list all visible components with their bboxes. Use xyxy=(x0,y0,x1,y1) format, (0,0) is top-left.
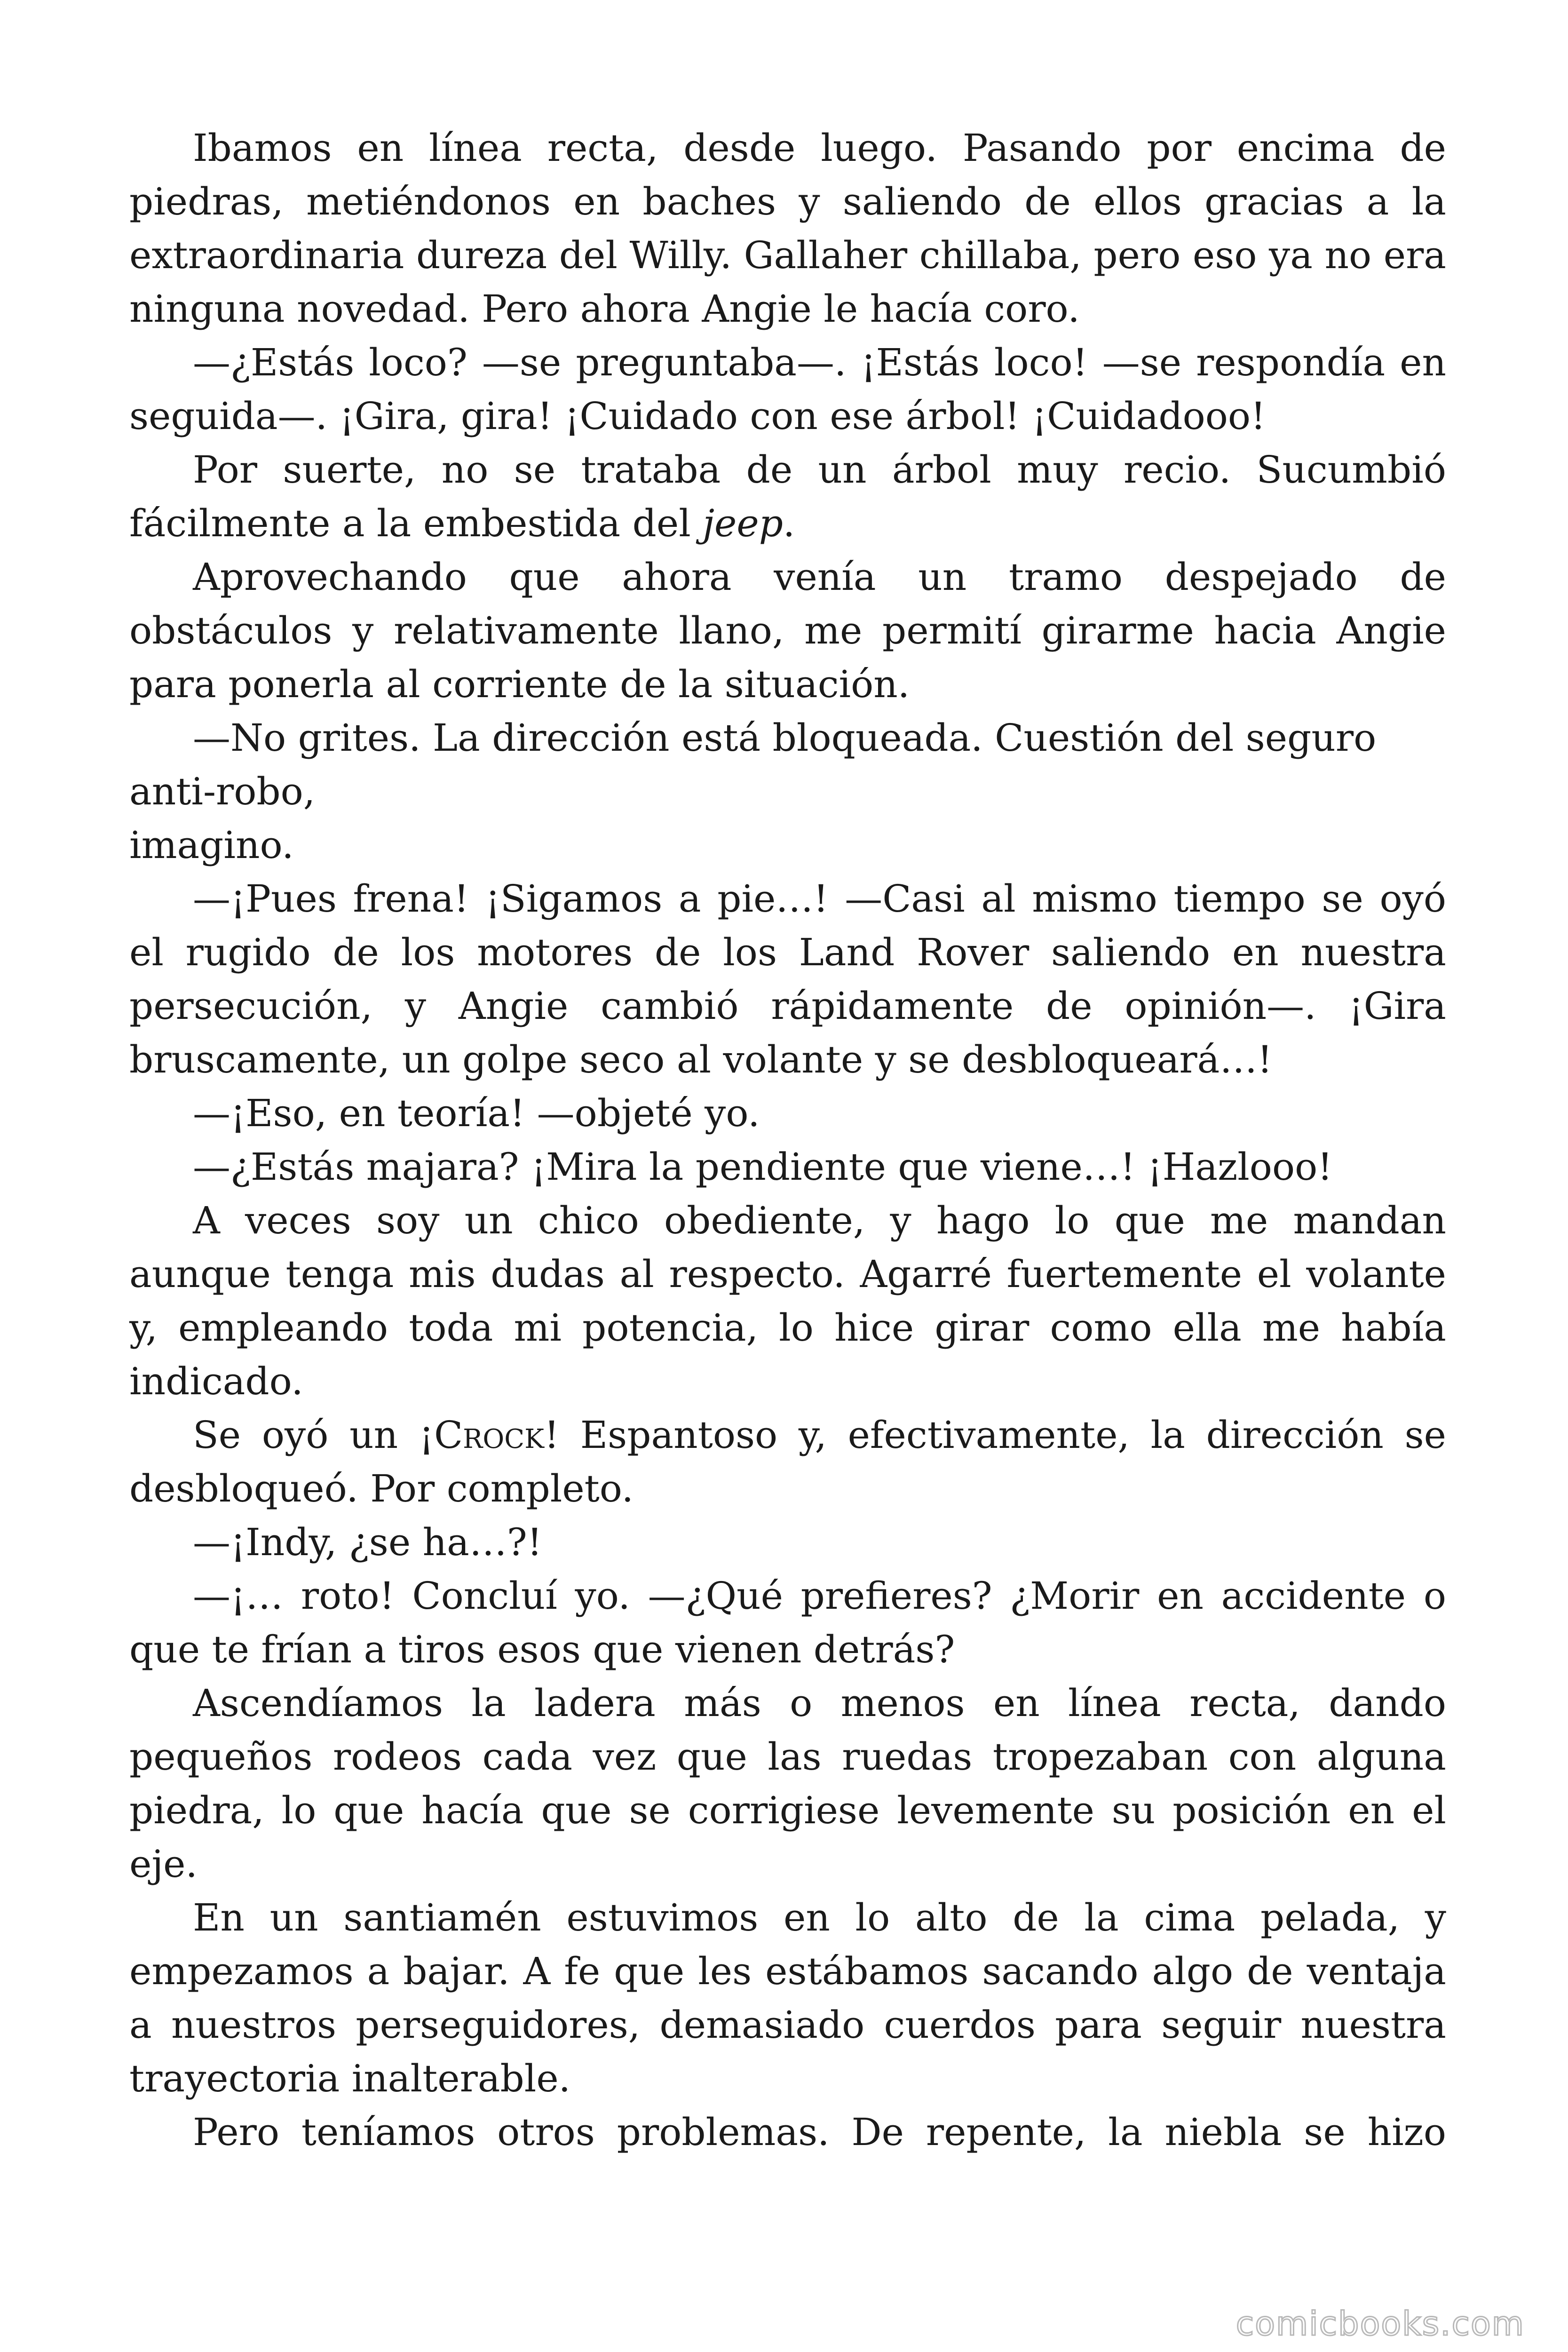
body-text xyxy=(129,121,1446,2159)
text-run: —¡Indy, ¿se ha…?! xyxy=(193,1520,542,1564)
text-run: anti-robo, xyxy=(129,770,316,813)
paragraph xyxy=(129,2106,1446,2159)
text-run: A veces soy un chico obediente, y hago lo que me mandan aunque tenga mis dudas al respecto. Agarré fuertemente el volante y, empleando toda mi potencia, lo hice girar como ella me había indicado. xyxy=(129,1199,1446,1403)
text-run: . xyxy=(783,501,795,545)
watermark: comicbooks.com xyxy=(1235,2304,1525,2343)
text-run: En un santiamén estuvimos en lo alto de la cima pelada, y empezamos a bajar. A fe que les estábamos sacando algo de ventaja a nuestros perseguidores, demasiado cuerdos para seguir nuestra trayectoria inalterable. xyxy=(129,1896,1446,2100)
text-run: —No grites. La dirección está bloqueada. Cuestión del seguro xyxy=(193,716,1377,760)
text-run: —¡… roto! Concluí yo. —¿Qué prefieres? ¿Morir en accidente o que te frían a tiros esos que vienen detrás? xyxy=(129,1574,1446,1671)
paragraph xyxy=(129,1891,1446,2106)
text-run: —¿Estás majara? ¡Mira la pendiente que viene…! ¡Hazlooo! xyxy=(193,1145,1333,1189)
paragraph xyxy=(129,550,1446,711)
text-run: —¡Pues frena! ¡Sigamos a pie…! —Casi al mismo tiempo se oyó el rugido de los motores de los Land Rover saliendo en nuestra persecución, y Angie cambió rápidamente de opinión—. ¡Gira bruscamente, un golpe seco al volante y se desbloqueará…! xyxy=(129,877,1446,1081)
paragraph xyxy=(129,1569,1446,1677)
paragraph xyxy=(129,1194,1446,1408)
text-run: Ascendíamos la ladera más o menos en línea recta, dando pequeños rodeos cada vez que las ruedas tropezaban con alguna piedra, lo que hacía que se corrigiese levemente su posición en el eje. xyxy=(129,1681,1446,1886)
paragraph xyxy=(129,711,1446,765)
paragraph xyxy=(129,443,1446,550)
text-run: Aprovechando que ahora venía un tramo despejado de obstáculos y relativamente llano, me permití girarme hacia Angie para ponerla al corriente de la situación. xyxy=(129,555,1446,706)
smallcaps-text: Crock xyxy=(434,1413,544,1457)
text-run: Se oyó un ¡ xyxy=(193,1413,434,1457)
paragraph xyxy=(129,1087,1446,1140)
paragraph xyxy=(129,1677,1446,1891)
paragraph xyxy=(129,765,1446,818)
paragraph xyxy=(129,872,1446,1087)
paragraph xyxy=(129,121,1446,336)
paragraph xyxy=(129,1140,1446,1194)
text-run: —¡Eso, en teoría! —objeté yo. xyxy=(193,1091,760,1135)
text-run: Por suerte, no se trataba de un árbol muy recio. Sucumbió fácilmente a la embestida del xyxy=(129,448,1446,545)
text-run: —¿Estás loco? —se preguntaba—. ¡Estás loco! —se respondía en seguida—. ¡Gira, gira! ¡Cuidado con ese árbol! ¡Cuidadooo! xyxy=(129,341,1446,438)
text-run: ! Espantoso y, efectivamente, la dirección se desbloqueó. Por completo. xyxy=(129,1413,1447,1510)
italic-text: jeep xyxy=(703,501,783,545)
text-run: imagino. xyxy=(129,823,294,867)
paragraph xyxy=(129,818,1446,872)
paragraph xyxy=(129,1516,1446,1569)
text-run: Pero teníamos otros problemas. De repente, la niebla se hizo xyxy=(193,2110,1446,2154)
paragraph xyxy=(129,1408,1446,1516)
paragraph xyxy=(129,336,1446,443)
text-run: Ibamos en línea recta, desde luego. Pasando por encima de piedras, metiéndonos en baches y saliendo de ellos gracias a la extraordinaria dureza del Willy. Gallaher chillaba, pero eso ya no era ninguna novedad. Pero ahora Angie le hacía coro. xyxy=(129,126,1446,331)
